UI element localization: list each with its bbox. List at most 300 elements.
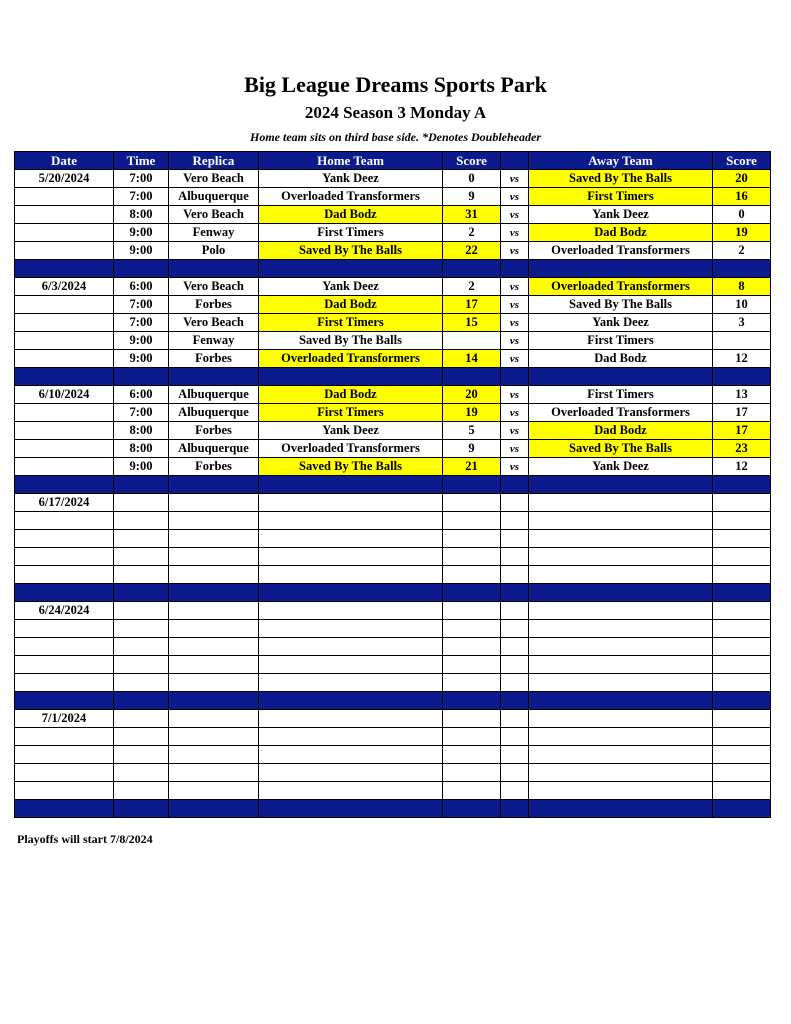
away-score-cell: 2 [713, 242, 771, 260]
date-cell [15, 764, 114, 782]
home-team-cell [259, 764, 443, 782]
home-score-cell: 14 [443, 350, 501, 368]
vs-cell: vs [501, 188, 529, 206]
home-team-cell: Overloaded Transformers [259, 350, 443, 368]
home-team-cell: Overloaded Transformers [259, 188, 443, 206]
vs-cell: vs [501, 332, 529, 350]
col-header-vs [501, 152, 529, 170]
away-score-cell [713, 494, 771, 512]
replica-cell: Vero Beach [169, 314, 259, 332]
header-row [15, 152, 771, 170]
home-score-cell [443, 710, 501, 728]
table-row [15, 674, 771, 692]
replica-cell: Vero Beach [169, 206, 259, 224]
home-team-cell [259, 638, 443, 656]
home-score-cell: 9 [443, 188, 501, 206]
home-team-cell [259, 728, 443, 746]
separator-cell [114, 368, 169, 386]
home-team-cell: First Timers [259, 224, 443, 242]
separator-cell [169, 368, 259, 386]
separator-cell [501, 368, 529, 386]
home-team-cell: Dad Bodz [259, 386, 443, 404]
separator-cell [15, 368, 114, 386]
separator-cell [529, 800, 713, 818]
home-score-cell: 2 [443, 224, 501, 242]
separator-cell [114, 260, 169, 278]
away-score-cell: 13 [713, 386, 771, 404]
separator-cell [443, 368, 501, 386]
away-team-cell: Yank Deez [529, 314, 713, 332]
separator-cell [443, 476, 501, 494]
vs-cell: vs [501, 296, 529, 314]
time-cell [114, 530, 169, 548]
time-cell: 9:00 [114, 350, 169, 368]
separator-cell [114, 692, 169, 710]
separator-cell [259, 692, 443, 710]
week-separator-row [15, 692, 771, 710]
away-score-cell: 19 [713, 224, 771, 242]
separator-cell [443, 800, 501, 818]
away-score-cell: 10 [713, 296, 771, 314]
replica-cell: Forbes [169, 458, 259, 476]
away-team-cell: Overloaded Transformers [529, 242, 713, 260]
home-team-cell [259, 656, 443, 674]
home-score-cell [443, 746, 501, 764]
separator-cell [501, 692, 529, 710]
time-cell: 8:00 [114, 206, 169, 224]
table-row [15, 638, 771, 656]
time-cell [114, 566, 169, 584]
vs-cell [501, 566, 529, 584]
table-row [15, 602, 771, 620]
replica-cell: Polo [169, 242, 259, 260]
away-score-cell [713, 530, 771, 548]
date-cell [15, 746, 114, 764]
time-cell: 8:00 [114, 422, 169, 440]
date-cell [15, 332, 114, 350]
away-team-cell [529, 746, 713, 764]
away-team-cell [529, 566, 713, 584]
table-row [15, 620, 771, 638]
home-score-cell: 15 [443, 314, 501, 332]
home-score-cell [443, 764, 501, 782]
home-score-cell: 0 [443, 170, 501, 188]
replica-cell [169, 638, 259, 656]
away-team-cell [529, 602, 713, 620]
away-team-cell: Saved By The Balls [529, 170, 713, 188]
time-cell: 9:00 [114, 224, 169, 242]
home-team-cell [259, 746, 443, 764]
home-team-cell [259, 602, 443, 620]
away-score-cell [713, 620, 771, 638]
time-cell: 6:00 [114, 278, 169, 296]
away-score-cell [713, 566, 771, 584]
home-score-cell: 2 [443, 278, 501, 296]
replica-cell [169, 602, 259, 620]
vs-cell: vs [501, 440, 529, 458]
table-row [15, 314, 771, 332]
date-cell: 6/17/2024 [15, 494, 114, 512]
replica-cell: Forbes [169, 296, 259, 314]
home-score-cell: 9 [443, 440, 501, 458]
date-cell: 7/1/2024 [15, 710, 114, 728]
replica-cell [169, 656, 259, 674]
col-header-home-score: Score [443, 152, 501, 170]
week-separator-row [15, 476, 771, 494]
vs-cell: vs [501, 404, 529, 422]
table-row [15, 242, 771, 260]
home-score-cell: 22 [443, 242, 501, 260]
date-cell [15, 656, 114, 674]
separator-cell [529, 692, 713, 710]
date-cell [15, 458, 114, 476]
home-team-cell [259, 674, 443, 692]
separator-cell [114, 800, 169, 818]
vs-cell [501, 638, 529, 656]
home-team-cell: Saved By The Balls [259, 332, 443, 350]
replica-cell [169, 566, 259, 584]
date-cell [15, 206, 114, 224]
home-score-cell [443, 332, 501, 350]
away-score-cell [713, 512, 771, 530]
date-cell [15, 566, 114, 584]
table-row [15, 656, 771, 674]
time-cell [114, 512, 169, 530]
replica-cell [169, 674, 259, 692]
away-team-cell: Overloaded Transformers [529, 278, 713, 296]
table-row [15, 386, 771, 404]
home-score-cell [443, 638, 501, 656]
separator-cell [443, 260, 501, 278]
away-team-cell [529, 548, 713, 566]
away-team-cell: Saved By The Balls [529, 296, 713, 314]
vs-cell [501, 746, 529, 764]
date-cell: 6/10/2024 [15, 386, 114, 404]
replica-cell: Forbes [169, 350, 259, 368]
separator-cell [529, 584, 713, 602]
schedule-table [14, 151, 771, 818]
away-score-cell [713, 638, 771, 656]
away-team-cell: First Timers [529, 188, 713, 206]
table-row [15, 440, 771, 458]
separator-cell [501, 584, 529, 602]
vs-cell: vs [501, 386, 529, 404]
table-row [15, 422, 771, 440]
date-cell [15, 314, 114, 332]
home-score-cell: 31 [443, 206, 501, 224]
separator-cell [114, 584, 169, 602]
table-row [15, 278, 771, 296]
home-score-cell [443, 674, 501, 692]
home-score-cell: 5 [443, 422, 501, 440]
away-score-cell [713, 332, 771, 350]
separator-cell [713, 368, 771, 386]
home-team-cell: Saved By The Balls [259, 458, 443, 476]
separator-cell [501, 800, 529, 818]
home-team-cell [259, 620, 443, 638]
away-score-cell [713, 710, 771, 728]
separator-cell [259, 476, 443, 494]
separator-cell [529, 260, 713, 278]
home-score-cell [443, 782, 501, 800]
away-score-cell: 0 [713, 206, 771, 224]
away-score-cell: 12 [713, 458, 771, 476]
vs-cell: vs [501, 278, 529, 296]
table-row [15, 224, 771, 242]
separator-cell [15, 476, 114, 494]
table-row [15, 548, 771, 566]
table-row [15, 764, 771, 782]
away-score-cell: 17 [713, 404, 771, 422]
away-score-cell: 8 [713, 278, 771, 296]
away-score-cell [713, 782, 771, 800]
date-cell [15, 440, 114, 458]
home-team-cell: Dad Bodz [259, 206, 443, 224]
col-header-replica: Replica [169, 152, 259, 170]
home-team-cell: Dad Bodz [259, 296, 443, 314]
home-team-cell [259, 710, 443, 728]
replica-cell: Albuquerque [169, 440, 259, 458]
replica-cell [169, 710, 259, 728]
vs-cell [501, 512, 529, 530]
vs-cell: vs [501, 242, 529, 260]
col-header-date: Date [15, 152, 114, 170]
home-score-cell: 17 [443, 296, 501, 314]
date-cell [15, 350, 114, 368]
time-cell: 7:00 [114, 188, 169, 206]
time-cell: 9:00 [114, 332, 169, 350]
separator-cell [114, 476, 169, 494]
date-cell [15, 674, 114, 692]
separator-cell [169, 476, 259, 494]
date-cell [15, 548, 114, 566]
week-separator-row [15, 368, 771, 386]
table-row [15, 746, 771, 764]
vs-cell [501, 530, 529, 548]
date-cell: 6/24/2024 [15, 602, 114, 620]
replica-cell [169, 548, 259, 566]
replica-cell: Fenway [169, 332, 259, 350]
away-score-cell [713, 728, 771, 746]
home-score-cell [443, 620, 501, 638]
time-cell: 9:00 [114, 458, 169, 476]
vs-cell [501, 494, 529, 512]
vs-cell [501, 656, 529, 674]
away-team-cell: Dad Bodz [529, 350, 713, 368]
replica-cell [169, 782, 259, 800]
away-team-cell [529, 530, 713, 548]
date-cell [15, 728, 114, 746]
away-score-cell [713, 674, 771, 692]
home-score-cell [443, 548, 501, 566]
home-team-cell [259, 494, 443, 512]
date-cell [15, 224, 114, 242]
time-cell [114, 620, 169, 638]
date-cell [15, 620, 114, 638]
separator-cell [15, 692, 114, 710]
home-team-cell: Overloaded Transformers [259, 440, 443, 458]
home-score-cell [443, 512, 501, 530]
playoffs-note: Playoffs will start 7/8/2024 [17, 832, 153, 846]
time-cell: 7:00 [114, 170, 169, 188]
vs-cell: vs [501, 170, 529, 188]
time-cell [114, 494, 169, 512]
replica-cell: Albuquerque [169, 404, 259, 422]
away-team-cell [529, 728, 713, 746]
replica-cell [169, 530, 259, 548]
separator-cell [15, 584, 114, 602]
away-score-cell: 16 [713, 188, 771, 206]
date-cell [15, 638, 114, 656]
date-cell: 6/3/2024 [15, 278, 114, 296]
vs-cell [501, 548, 529, 566]
away-team-cell [529, 710, 713, 728]
replica-cell: Albuquerque [169, 188, 259, 206]
home-score-cell: 21 [443, 458, 501, 476]
vs-cell [501, 728, 529, 746]
home-score-cell: 20 [443, 386, 501, 404]
replica-cell [169, 512, 259, 530]
separator-cell [169, 260, 259, 278]
separator-cell [529, 476, 713, 494]
home-team-cell: Yank Deez [259, 422, 443, 440]
table-row [15, 728, 771, 746]
home-team-cell: First Timers [259, 314, 443, 332]
table-row [15, 494, 771, 512]
separator-cell [713, 800, 771, 818]
separator-cell [713, 692, 771, 710]
away-team-cell [529, 638, 713, 656]
separator-cell [501, 476, 529, 494]
away-team-cell: First Timers [529, 332, 713, 350]
away-team-cell [529, 494, 713, 512]
time-cell [114, 674, 169, 692]
date-cell [15, 242, 114, 260]
table-row [15, 782, 771, 800]
table-row [15, 296, 771, 314]
away-score-cell: 12 [713, 350, 771, 368]
date-cell [15, 782, 114, 800]
table-row [15, 458, 771, 476]
separator-cell [713, 476, 771, 494]
home-team-cell: Saved By The Balls [259, 242, 443, 260]
vs-cell: vs [501, 458, 529, 476]
away-score-cell [713, 602, 771, 620]
home-team-cell: Yank Deez [259, 170, 443, 188]
separator-cell [259, 368, 443, 386]
away-team-cell [529, 782, 713, 800]
vs-cell [501, 602, 529, 620]
table-row [15, 710, 771, 728]
home-team-cell [259, 548, 443, 566]
vs-cell: vs [501, 224, 529, 242]
home-score-cell: 19 [443, 404, 501, 422]
home-score-cell [443, 656, 501, 674]
table-row [15, 350, 771, 368]
separator-cell [259, 584, 443, 602]
home-team-cell: Yank Deez [259, 278, 443, 296]
date-cell [15, 404, 114, 422]
replica-cell: Vero Beach [169, 170, 259, 188]
away-score-cell: 3 [713, 314, 771, 332]
home-team-cell [259, 530, 443, 548]
table-row [15, 404, 771, 422]
date-cell [15, 422, 114, 440]
time-cell [114, 728, 169, 746]
separator-cell [713, 584, 771, 602]
time-cell [114, 656, 169, 674]
week-separator-row [15, 584, 771, 602]
col-header-away-team: Away Team [529, 152, 713, 170]
vs-cell [501, 782, 529, 800]
table-row [15, 206, 771, 224]
away-score-cell [713, 746, 771, 764]
separator-cell [169, 800, 259, 818]
home-team-cell [259, 782, 443, 800]
separator-cell [713, 260, 771, 278]
away-score-cell: 20 [713, 170, 771, 188]
home-score-cell [443, 566, 501, 584]
separator-cell [501, 260, 529, 278]
separator-cell [15, 260, 114, 278]
time-cell: 9:00 [114, 242, 169, 260]
page-subtitle: 2024 Season 3 Monday A [304, 103, 487, 122]
away-team-cell: Yank Deez [529, 206, 713, 224]
home-score-cell [443, 728, 501, 746]
time-cell [114, 638, 169, 656]
time-cell [114, 782, 169, 800]
replica-cell [169, 620, 259, 638]
separator-cell [529, 368, 713, 386]
separator-cell [169, 584, 259, 602]
away-team-cell [529, 674, 713, 692]
away-team-cell: First Timers [529, 386, 713, 404]
home-team-cell: First Timers [259, 404, 443, 422]
away-team-cell [529, 620, 713, 638]
time-cell: 7:00 [114, 314, 169, 332]
replica-cell: Forbes [169, 422, 259, 440]
vs-cell [501, 710, 529, 728]
away-team-cell: Saved By The Balls [529, 440, 713, 458]
away-team-cell: Dad Bodz [529, 422, 713, 440]
vs-cell [501, 764, 529, 782]
replica-cell [169, 764, 259, 782]
separator-cell [259, 800, 443, 818]
date-cell [15, 512, 114, 530]
replica-cell [169, 728, 259, 746]
away-team-cell [529, 512, 713, 530]
away-team-cell: Yank Deez [529, 458, 713, 476]
away-team-cell: Overloaded Transformers [529, 404, 713, 422]
away-team-cell: Dad Bodz [529, 224, 713, 242]
vs-cell: vs [501, 206, 529, 224]
replica-cell: Vero Beach [169, 278, 259, 296]
away-score-cell [713, 764, 771, 782]
date-cell [15, 296, 114, 314]
table-row [15, 170, 771, 188]
replica-cell: Fenway [169, 224, 259, 242]
away-team-cell [529, 656, 713, 674]
date-cell [15, 188, 114, 206]
separator-cell [443, 692, 501, 710]
separator-cell [259, 260, 443, 278]
date-cell [15, 530, 114, 548]
home-score-cell [443, 494, 501, 512]
table-row [15, 512, 771, 530]
home-score-cell [443, 602, 501, 620]
col-header-away-score: Score [713, 152, 771, 170]
week-separator-row [15, 800, 771, 818]
